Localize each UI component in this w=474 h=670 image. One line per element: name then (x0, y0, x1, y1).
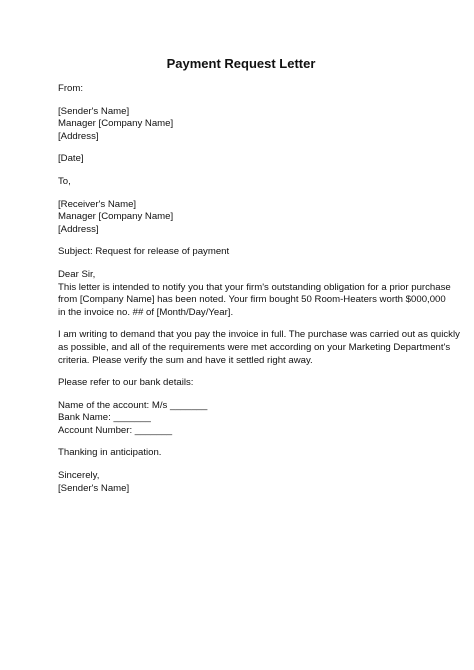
para1-line2: from [Company Name] has been noted. Your firm bought 50 Room-Heaters worth $000,000 (58, 294, 446, 306)
subject-block (58, 246, 418, 259)
receiver-address: [Address] (58, 223, 99, 235)
receiver-block (58, 199, 418, 237)
to-label-text: To, (58, 175, 71, 187)
para2-line1: I am writing to demand that you pay the invoice in full. The purchase was carried out as quickly (58, 329, 460, 341)
bank-details-block (58, 400, 418, 438)
body-paragraph-1 (58, 268, 451, 319)
from-label (58, 83, 418, 96)
receiver-name: [Receiver's Name] (58, 198, 137, 210)
signature-name: [Sender's Name] (58, 482, 130, 494)
para1-line3: in the invoice no. ## of [Month/Day/Year]. (58, 306, 234, 318)
bank-intro-block (58, 377, 418, 390)
closing-line: Sincerely, (58, 470, 100, 482)
to-label (58, 176, 418, 189)
sender-block (58, 106, 418, 144)
letter-title: Payment Request Letter (166, 56, 316, 71)
bank-intro: Please refer to our bank details: (58, 377, 194, 389)
from-label-text: From: (58, 83, 84, 94)
salutation: Dear Sir, (58, 268, 96, 280)
thanks-line: Thanking in anticipation. (58, 447, 162, 459)
bank-name: Bank Name: _______ (58, 412, 151, 424)
sender-name: [Sender's Name] (58, 105, 130, 117)
sender-title: Manager [Company Name] (58, 118, 174, 130)
letter-date: [Date] (58, 153, 84, 165)
para1-line1: This letter is intended to notify you that your firm's outstanding obligation for a prior purchase (58, 281, 451, 293)
closing-block (58, 470, 418, 495)
para2-line3: criteria. Please verify the sum and have it settled right away. (58, 354, 313, 366)
receiver-title: Manager [Company Name] (58, 211, 174, 223)
para2-line2: as possible, and all of the requirements were met according on your Marketing Department's (58, 341, 451, 353)
sender-address: [Address] (58, 130, 99, 142)
subject-line: Subject: Request for release of payment (58, 246, 230, 258)
body-paragraph-2 (58, 329, 460, 367)
date-block (58, 153, 418, 166)
bank-account-name: Name of the account: M/s _______ (58, 399, 208, 411)
bank-account-number: Account Number: _______ (58, 424, 173, 436)
thanks-block (58, 447, 418, 460)
